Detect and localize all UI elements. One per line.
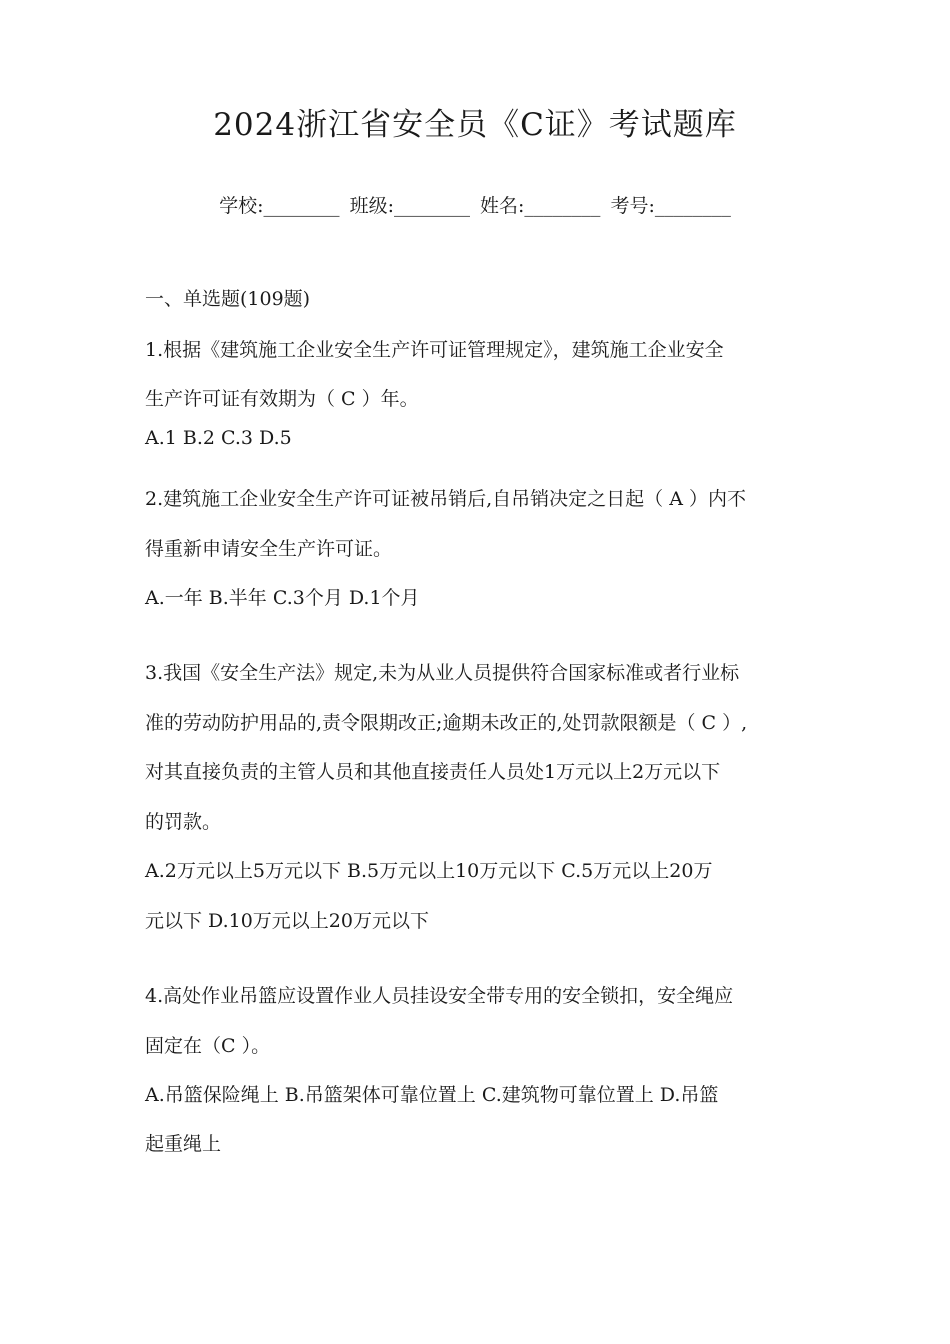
question-4-options-line-2: 起重绳上 <box>145 1133 222 1155</box>
question-3-text-line-4: 的罚款。 <box>145 811 222 833</box>
school-field: 学校:________ <box>219 195 340 217</box>
question-2-text-line-1: 2.建筑施工企业安全生产许可证被吊销后,自吊销决定之日起（ A ）内不 <box>145 488 746 510</box>
name-field: 姓名:________ <box>480 195 601 217</box>
question-1-options: A.1 B.2 C.3 D.5 <box>145 427 292 449</box>
class-field: 班级:________ <box>349 195 470 217</box>
question-3-options-line-2: 元以下 D.10万元以上20万元以下 <box>145 910 429 932</box>
question-2-options: A.一年 B.半年 C.3个月 D.1个月 <box>145 587 420 609</box>
question-4-text-line-2: 固定在（C ）。 <box>145 1035 271 1057</box>
exam-number-field: 考号:________ <box>610 195 731 217</box>
question-3-text-line-1: 3.我国《安全生产法》规定,未为从业人员提供符合国家标准或者行业标 <box>145 662 740 684</box>
question-3-options-line-1: A.2万元以上5万元以下 B.5万元以上10万元以下 C.5万元以上20万 <box>145 860 713 882</box>
question-3-text-line-2: 准的劳动防护用品的,责令限期改正;逾期未改正的,处罚款限额是（ C ）, <box>145 712 748 734</box>
question-3-text-line-3: 对其直接负责的主管人员和其他直接责任人员处1万元以上2万元以下 <box>145 761 721 783</box>
section-heading: 一、单选题(109题) <box>145 288 311 310</box>
question-4-options-line-1: A.吊篮保险绳上 B.吊篮架体可靠位置上 C.建筑物可靠位置上 D.吊篮 <box>145 1084 719 1106</box>
question-2-text-line-2: 得重新申请安全生产许可证。 <box>145 538 393 560</box>
question-1-text-line-2: 生产许可证有效期为（ C ）年。 <box>145 388 419 410</box>
student-info-row <box>0 192 950 220</box>
question-4-text-line-1: 4.高处作业吊篮应设置作业人员挂设安全带专用的安全锁扣，安全绳应 <box>145 985 734 1007</box>
question-1-text-line-1: 1.根据《建筑施工企业安全生产许可证管理规定》，建筑施工企业安全 <box>145 339 724 361</box>
document-title: 2024浙江省安全员《C证》考试题库 <box>213 107 737 143</box>
